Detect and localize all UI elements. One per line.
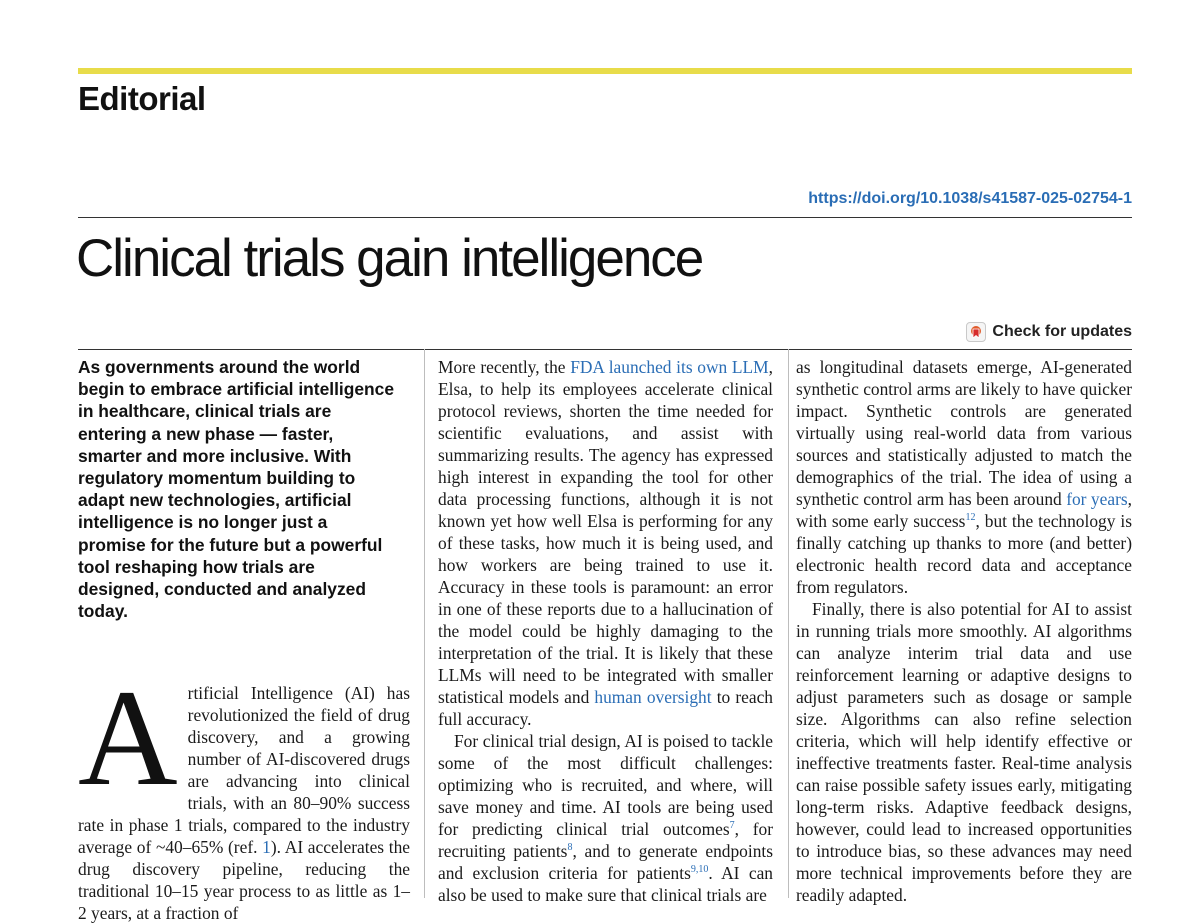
- header-divider: [78, 217, 1132, 218]
- intro-paragraph: [78, 661, 411, 924]
- column-2: [438, 356, 773, 906]
- column-rule-1: [424, 349, 425, 898]
- col2-p2-text-d: . AI can also be used to make sure that clinical trials are: [438, 863, 773, 905]
- col2-paragraph-1: [438, 356, 773, 730]
- for-years-link[interactable]: for years: [1066, 489, 1128, 509]
- col3-paragraph-1: [796, 356, 1132, 598]
- col2-p2-text-a: For clinical trial design, AI is poised to tackle some of the most difficult challenges: optimizing who is recruited, and where, will save money and time. AI tools are being used for predicting clinical trial outcomes: [438, 731, 773, 839]
- section-color-bar: [78, 68, 1132, 74]
- col3-p1-text-c: , but the technology is finally catching up thanks to more (and better) electronic health record data and acceptance from regulators.: [796, 511, 1132, 597]
- check-for-updates-label: Check for updates: [992, 323, 1132, 340]
- ref-link-9-10[interactable]: 9,10: [690, 864, 709, 876]
- col2-p1-text-c: to reach full accuracy.: [438, 687, 773, 729]
- col3-p1-text-a: as longitudinal datasets emerge, AI-generated synthetic control arms are likely to have quicker impact. Synthetic controls are generated virtually using real-world data from various sources and statistically adjusted to match the demographics of the trial. The idea of using a synthetic control arm has been around: [796, 357, 1132, 509]
- column-1-body: [78, 661, 411, 924]
- col3-p1-text-b: , with some early success: [796, 489, 1132, 531]
- ref-link-8[interactable]: 8: [567, 842, 573, 854]
- human-oversight-link[interactable]: human oversight: [594, 687, 712, 707]
- ref-link-1[interactable]: 1: [262, 837, 271, 857]
- col2-p2-text-b: , for recruiting patients: [438, 819, 773, 861]
- drop-cap: A: [78, 661, 178, 814]
- lead-text: As governments around the world begin to embrace artificial intelligence in healthcare, clinical trials are entering a new phase — faster, smarter and more inclusive. With regulatory momentum building to adapt new technologies, artificial intelligence is no longer just a promise for the future but a powerful tool reshaping how trials are designed, conducted and analyzed today.: [78, 357, 395, 622]
- col2-p1-text-b: , Elsa, to help its employees accelerate clinical protocol reviews, shorten the time needed for scientific evaluations, and assist with summarizing results. The agency has expressed high interest in expanding the tool for other data processing functions, although it is not known yet how well Elsa is performing for any of these tasks, how much it is being used, and how workers are being trained to use it. Accuracy in these tools is paramount: an error in one of these reports due to a hallucination of the model could be highly damaging to the interpretation of the trial. It is likely that these LLMs will need to be integrated with smaller statistical models and: [438, 357, 773, 707]
- lead-paragraph: [78, 356, 398, 622]
- col3-paragraph-2: Finally, there is also potential for AI to assist in running trials more smoothly. AI algorithms can analyze interim trial data and use reinforcement learning or adaptive designs to adjust parameters such as dosage or sample size. Algorithms can also refine selection criteria, which will help identify effective or ineffective treatments faster. Real-time analysis can raise possible safety issues early, mitigating long-term risks. Adaptive feedback designs, however, could lead to increased opportunities to introduce bias, so these advances may need more technical improvements before they are readily adapted.: [796, 599, 1132, 905]
- intro-text-a: rtificial Intelligence (AI) has revolutionized the field of drug discovery, and a growing number of AI-discovered drugs are advancing into clinical trials, with an 80–90% success rate in phase 1 trials, compared to the industry average of ~40–65% (ref.: [78, 683, 410, 857]
- ref-link-7[interactable]: 7: [729, 820, 735, 832]
- fda-llm-link[interactable]: FDA launched its own LLM: [570, 357, 769, 377]
- doi-link[interactable]: https://doi.org/10.1038/s41587-025-02754-1: [808, 190, 1132, 207]
- intro-text-b: ). AI accelerates the drug discovery pipeline, reducing the traditional 10–15 year process to as little as 1–2 years, at a fraction of: [78, 837, 411, 923]
- columns-divider: [78, 349, 1132, 350]
- column-3: [796, 356, 1132, 906]
- col2-p2-text-c: , and to generate endpoints and exclusion criteria for patients: [438, 841, 773, 883]
- col2-paragraph-2: [438, 730, 773, 906]
- section-label: Editorial: [78, 80, 206, 117]
- article-title: Clinical trials gain intelligence: [76, 229, 703, 288]
- column-rule-2: [788, 349, 789, 898]
- col2-p1-text-a: More recently, the: [438, 357, 571, 377]
- check-for-updates-button[interactable]: [966, 322, 1132, 342]
- bookmark-icon: [966, 322, 986, 342]
- ref-link-12[interactable]: 12: [965, 512, 976, 524]
